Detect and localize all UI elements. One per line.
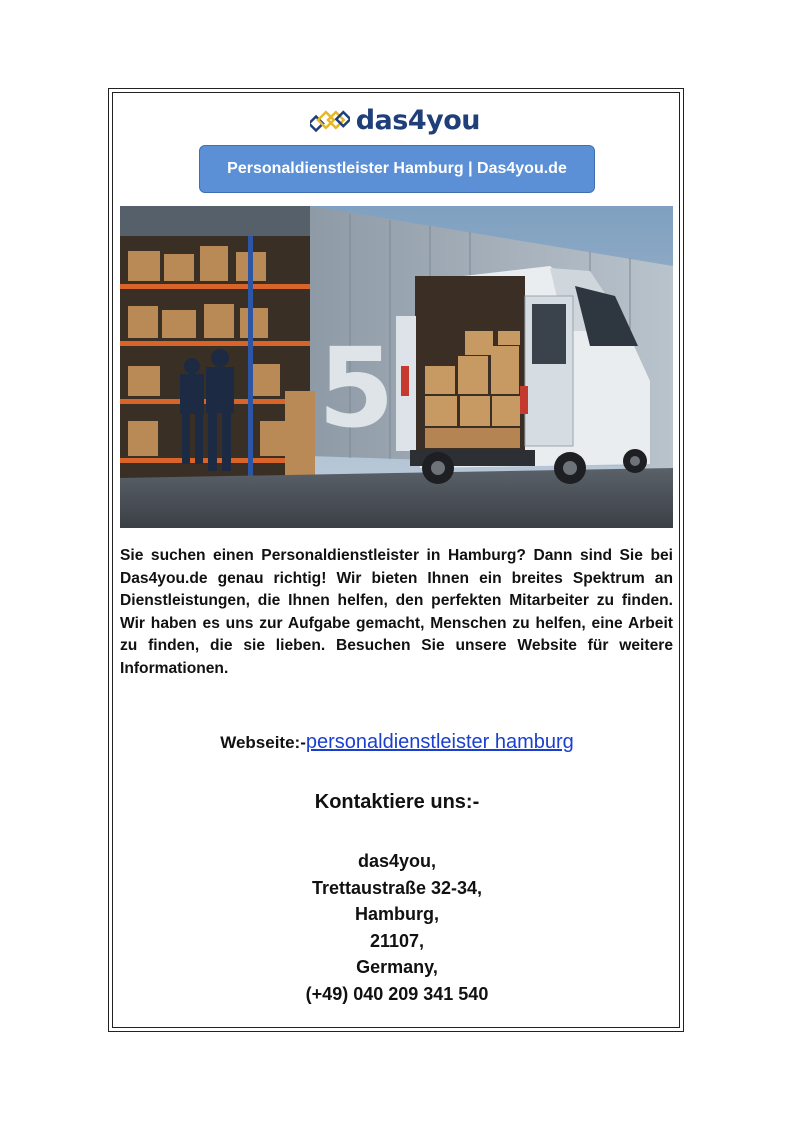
address-city: Hamburg,: [354, 904, 439, 925]
title-banner: [199, 145, 595, 193]
logo-text: das4you: [355, 104, 480, 136]
wall-number: 5: [318, 324, 395, 452]
address-country: Germany,: [356, 957, 438, 978]
address-phone: (+49) 040 209 341 540: [305, 983, 489, 1004]
title-banner-text: Personaldienstleister Hamburg | Das4you.de: [227, 160, 567, 177]
warehouse-van-photo: [120, 206, 673, 528]
website-label: Webseite:-: [220, 733, 306, 752]
intro-paragraph: Sie suchen einen Personaldienstleister in Hamburg? Dann sind Sie bei Das4you.de genau richtig! Wir bieten Ihnen ein breites Spektrum an Dienstleistungen, die Ihnen helfen, den perfekten Mitarbeiter zu finden. Wir haben es uns zur Aufgabe gemacht, Menschen zu helfen, eine Arbeit zu finden, die sie lieben. Besuchen Sie unsere Website für weitere Informationen.: [120, 547, 673, 677]
address-postcode: 21107,: [369, 930, 425, 951]
das4you-logo-icon: [310, 98, 350, 142]
logo: [310, 97, 480, 143]
address-company: das4you,: [357, 851, 437, 871]
contact-heading: Kontaktiere uns:-: [314, 791, 480, 813]
website-link[interactable]: personaldienstleister hamburg: [305, 731, 574, 753]
website-line: [0, 731, 794, 754]
address-street: Trettaustraße 32-34,: [311, 877, 483, 898]
contact-address: [0, 848, 794, 1008]
